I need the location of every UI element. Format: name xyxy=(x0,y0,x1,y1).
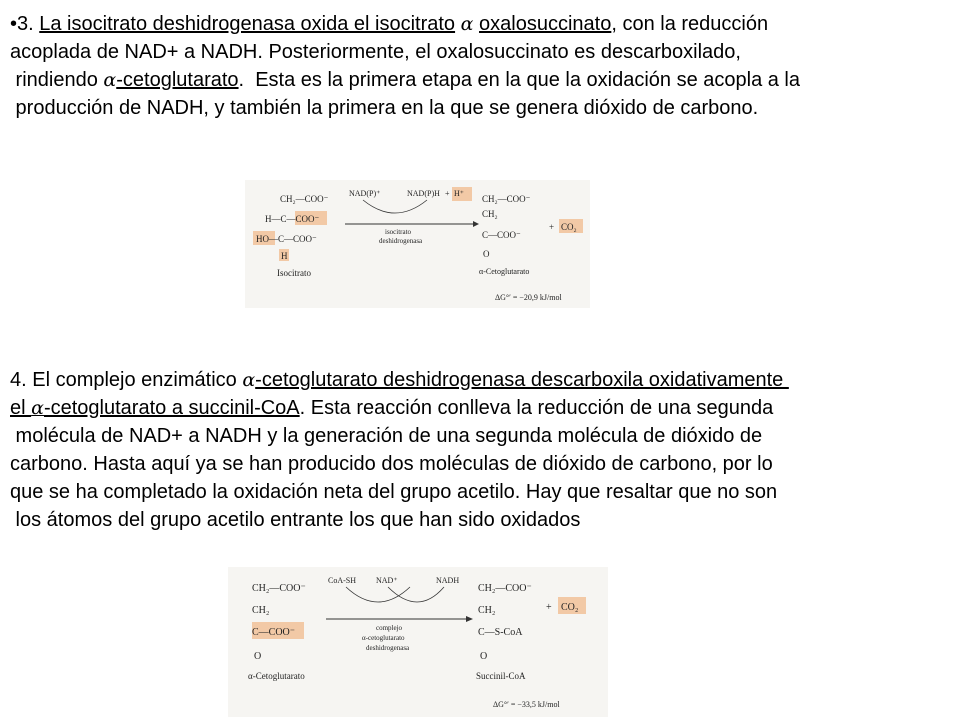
paragraph-3 xyxy=(10,10,955,122)
cofactor-out: NAD(P)H xyxy=(407,189,440,198)
p4-line-1-underlined: -cetoglutarato deshidrogenasa descarboxila oxidativamente xyxy=(255,369,789,391)
substrate-label: α-Cetoglutarato xyxy=(248,671,305,681)
enzyme-line-2: deshidrogenasa xyxy=(379,237,423,245)
product-label: α-Cetoglutarato xyxy=(479,267,530,276)
reaction-diagram-1 xyxy=(245,180,590,308)
coa-arc xyxy=(346,587,410,602)
plus-sign-co2: + xyxy=(549,222,555,232)
p4-line-2-underlined-2: -cetoglutarato a succinil-CoA xyxy=(43,397,300,419)
alpha-symbol: α xyxy=(31,397,44,419)
substrate-row-1: CH₂—COO⁻ xyxy=(252,583,306,594)
cofactor-in: NAD(P)⁺ xyxy=(349,189,381,198)
p4-line-2-post: . Esta reacción conlleva la reducción de una segunda xyxy=(299,397,774,419)
p3-line-1-tail: , con la reducción xyxy=(611,13,769,35)
delta-g: ΔG°′ = −33,5 kJ/mol xyxy=(493,700,560,709)
p3-line-3-pre: rindiendo xyxy=(10,69,104,91)
enzyme-line-1: complejo xyxy=(376,624,403,632)
substrate-row-3: C—COO⁻ xyxy=(252,627,296,638)
nadh-label: NADH xyxy=(436,576,460,585)
p4-line-5: que se ha completado la oxidación neta del grupo acetilo. Hay que resaltar que no son xyxy=(10,481,778,503)
proton-label: H⁺ xyxy=(454,189,464,198)
delta-g: ΔG°′ = −20,9 kJ/mol xyxy=(495,293,562,302)
p4-line-3: molécula de NAD+ a NADH y la generación de una segunda molécula de dióxido de xyxy=(10,425,763,447)
figure-ketoglutarate-reaction xyxy=(228,567,608,717)
isocitrate-row-2: H—C—COO⁻ xyxy=(265,214,320,224)
cofactor-arc xyxy=(363,200,427,213)
p3-underlined-2: oxalosuccinato xyxy=(479,13,612,35)
p4-line-1 xyxy=(10,366,955,394)
p3-underlined-1: La isocitrato deshidrogenasa oxida el isocitrato xyxy=(39,13,456,35)
co2-label: CO₂ xyxy=(561,602,579,613)
arrow-head xyxy=(473,221,479,227)
p3-line-4: producción de NADH, y también la primera en la que se genera dióxido de carbono. xyxy=(10,97,759,119)
p3-bullet: •3. xyxy=(10,13,40,35)
substrate-row-2: CH₂ xyxy=(252,605,270,616)
nad-arc xyxy=(388,587,444,602)
isocitrate-row-1: CH₂—COO⁻ xyxy=(280,194,329,204)
p4-line-4: carbono. Hasta aquí ya se han producido dos moléculas de dióxido de carbono, por lo xyxy=(10,453,773,475)
plus-sign: + xyxy=(445,189,450,198)
plus-sign: + xyxy=(546,602,552,613)
product-row-1: CH₂—COO⁻ xyxy=(478,583,532,594)
enzyme-line-3: deshidrogenasa xyxy=(366,644,410,652)
product-row-3: C—COO⁻ xyxy=(482,230,521,240)
p4-line-2-underlined-1: el xyxy=(10,397,32,419)
p3-line-3-underlined: -cetoglutarato xyxy=(116,69,239,91)
paragraph-4 xyxy=(10,366,955,534)
enzyme-line-1: isocitrato xyxy=(385,228,412,236)
p3-line-3-post: . Esta es la primera etapa en la que la oxidación se acopla a la xyxy=(238,69,801,91)
p4-line-6: los átomos del grupo acetilo entrante los que han sido oxidados xyxy=(10,509,581,531)
product-label: Succinil-CoA xyxy=(476,671,526,681)
figure-isocitrate-reaction xyxy=(245,180,590,308)
substrate-row-4: O xyxy=(254,651,262,662)
alpha-symbol: α xyxy=(460,13,474,35)
p3-line-2: acoplada de NAD+ a NADH. Posteriormente, el oxalosuccinato es descarboxilado, xyxy=(10,41,741,63)
isocitrate-label: Isocitrato xyxy=(277,268,311,278)
product-row-2: CH₂ xyxy=(482,209,498,219)
product-row-3: C—S-CoA xyxy=(478,627,523,638)
product-row-4: O xyxy=(480,651,488,662)
p3-line-1 xyxy=(10,10,955,38)
alpha-symbol: α xyxy=(242,369,256,391)
arrow-head xyxy=(466,616,473,622)
isocitrate-row-3: HO—C—COO⁻ xyxy=(256,234,317,244)
p4-line-2 xyxy=(10,394,955,422)
product-row-4: O xyxy=(483,249,490,259)
enzyme-line-2: α-cetoglutarato xyxy=(362,634,405,642)
product-row-1: CH₂—COO⁻ xyxy=(482,194,531,204)
alpha-symbol: α xyxy=(103,69,117,91)
coa-label: CoA-SH xyxy=(328,576,357,585)
co2-label: CO₂ xyxy=(561,222,577,232)
p4-line-1-pre: 4. El complejo enzimático xyxy=(10,369,243,391)
product-row-2: CH₂ xyxy=(478,605,496,616)
nad-label: NAD⁺ xyxy=(376,576,398,585)
isocitrate-row-4: H xyxy=(281,251,288,261)
p3-line-3 xyxy=(10,66,955,94)
reaction-diagram-2 xyxy=(228,567,608,717)
